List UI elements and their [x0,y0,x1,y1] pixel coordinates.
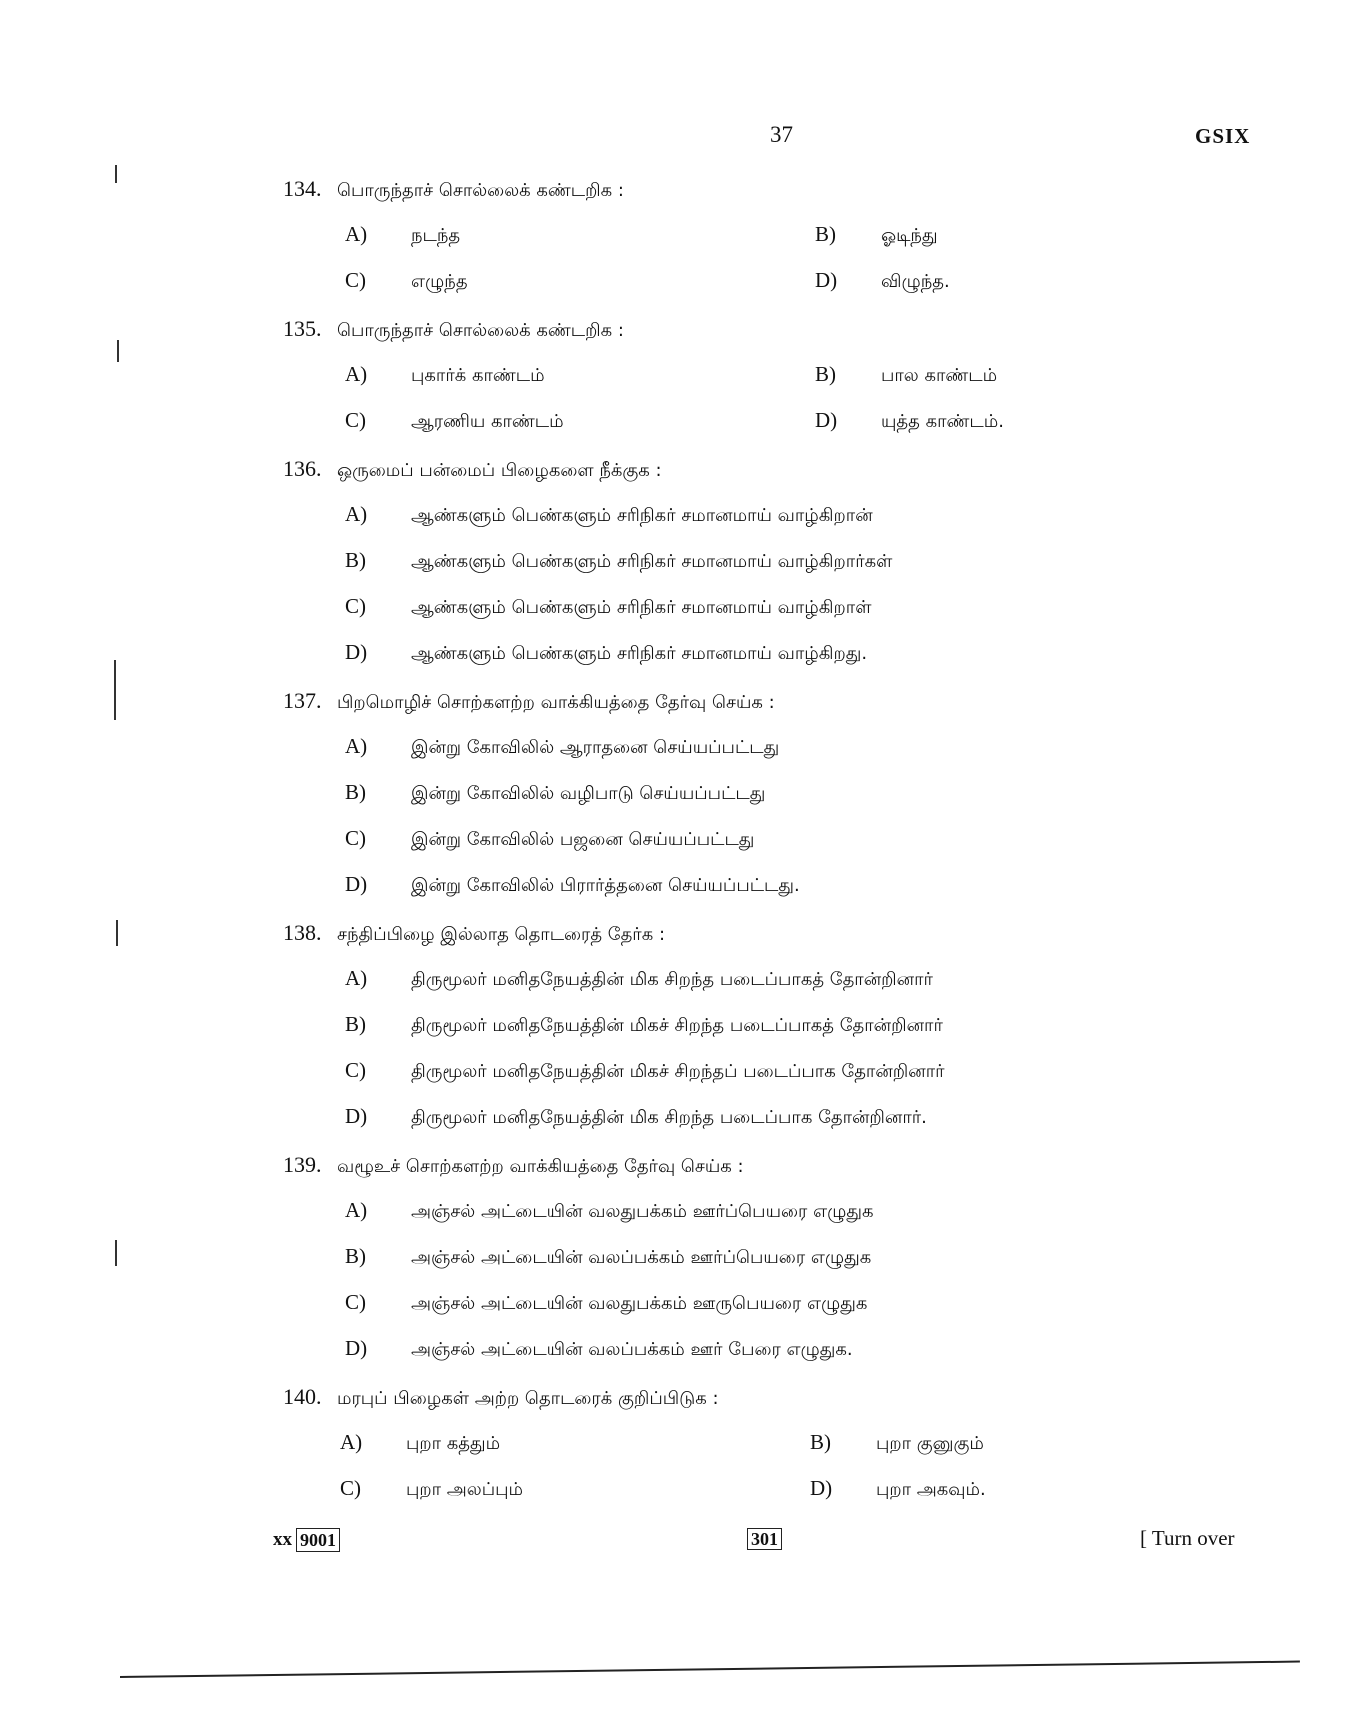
option-letter: D) [345,1104,368,1128]
option-text: புறா அகவும். [876,1479,986,1500]
option-c [345,594,871,620]
option-d [815,268,950,294]
question-135 [283,316,624,343]
option-text: திருமூலர் மனிதநேயத்தின் மிக சிறந்த படைப்பாக தோன்றினார். [411,1107,927,1128]
option-letter: C) [345,826,366,850]
option-b [815,362,997,388]
option-text: விழுந்த. [881,271,950,292]
option-letter: D) [810,1476,833,1500]
question-text: பொருந்தாச் சொல்லைக் கண்டறிக : [337,180,624,201]
option-text: இன்று கோவிலில் வழிபாடு செய்யப்பட்டது [411,783,766,804]
option-text: யுத்த காண்டம். [881,411,1004,432]
option-d [345,640,867,666]
option-b [345,780,765,806]
question-text: பொருந்தாச் சொல்லைக் கண்டறிக : [337,320,624,341]
turn-over-label: [ Turn over [1140,1526,1235,1550]
question-text: சந்திப்பிழை இல்லாத தொடரைத் தேர்க : [337,924,666,945]
question-140 [283,1384,719,1411]
option-d [345,1104,927,1130]
option-d [815,408,1004,434]
option-text: திருமூலர் மனிதநேயத்தின் மிகச் சிறந்த படைப்பாகத் தோன்றினார் [411,1015,943,1036]
option-letter: A) [345,966,368,990]
option-letter: B) [345,780,366,804]
option-letter: D) [345,640,368,664]
option-letter: A) [345,734,368,758]
option-letter: B) [815,362,836,386]
option-c [340,1476,523,1502]
option-text: புகார்க் காண்டம் [411,365,545,386]
option-text: அஞ்சல் அட்டையின் வலப்பக்கம் ஊர்ப்பெயரை எழுதுக [411,1247,872,1268]
margin-mark [116,920,118,946]
option-letter: B) [345,1244,366,1268]
question-134 [283,176,624,203]
option-text: திருமூலர் மனிதநேயத்தின் மிகச் சிறந்தப் படைப்பாக தோன்றினார் [411,1061,945,1082]
option-b [815,222,938,248]
question-137 [283,688,775,715]
booklet-code-group [747,1528,782,1550]
option-text: அஞ்சல் அட்டையின் வலதுபக்கம் ஊருபெயரை எழுதுக [411,1293,868,1314]
scan-edge-line [120,1661,1300,1678]
question-number: 134. [283,176,322,201]
option-a [345,734,779,760]
option-b [345,548,892,574]
question-138 [283,920,665,947]
option-text: ஆண்களும் பெண்களும் சரிநிகர் சமானமாய் வாழ்கிறார்கள் [411,551,893,572]
option-text: ஆண்களும் பெண்களும் சரிநிகர் சமானமாய் வாழ்கிறாள் [411,597,872,618]
option-a [340,1430,500,1456]
margin-mark [117,340,119,362]
paper-code: GSIX [1195,124,1251,148]
option-d [345,872,800,898]
option-d [345,1336,853,1362]
margin-mark [115,165,117,183]
option-text: அஞ்சல் அட்டையின் வலதுபக்கம் ஊர்ப்பெயரை எழுதுக [411,1201,874,1222]
option-text: இன்று கோவிலில் பிரார்த்தனை செய்யப்பட்டது. [411,875,800,896]
option-text: எழுந்த [411,271,468,292]
margin-mark [114,660,116,720]
option-text: இன்று கோவிலில் பஜனை செய்யப்பட்டது [411,829,755,850]
option-a [345,222,460,248]
option-letter: A) [345,222,368,246]
option-c [345,268,468,294]
option-letter: D) [815,268,838,292]
option-letter: C) [345,1290,366,1314]
option-text: ஆண்களும் பெண்களும் சரிநிகர் சமானமாய் வாழ்கிறது. [411,643,868,664]
option-letter: A) [340,1430,363,1454]
option-letter: B) [345,548,366,572]
booklet-code-box: 301 [747,1528,782,1550]
option-c [345,826,754,852]
option-letter: D) [815,408,838,432]
option-a [345,1198,873,1224]
question-text: மரபுப் பிழைகள் அற்ற தொடரைக் குறிப்பிடுக : [337,1388,719,1409]
option-letter: C) [345,1058,366,1082]
option-text: இன்று கோவிலில் ஆராதனை செய்யப்பட்டது [411,737,780,758]
option-letter: D) [345,872,368,896]
question-number: 136. [283,456,322,481]
question-text: ஒருமைப் பன்மைப் பிழைகளை நீக்குக : [337,460,662,481]
option-b [810,1430,984,1456]
option-text: நடந்த [411,225,461,246]
question-number: 139. [283,1152,322,1177]
option-letter: C) [345,268,366,292]
option-letter: B) [815,222,836,246]
option-text: புறா அலப்பும் [406,1479,523,1500]
option-letter: C) [340,1476,361,1500]
option-c [345,1058,945,1084]
option-text: திருமூலர் மனிதநேயத்தின் மிக சிறந்த படைப்பாகத் தோன்றினார் [411,969,933,990]
question-number: 135. [283,316,322,341]
option-d [810,1476,986,1502]
option-letter: D) [345,1336,368,1360]
option-a [345,502,873,528]
question-text: வழூஉச் சொற்களற்ற வாக்கியத்தை தேர்வு செய்க : [337,1156,744,1177]
option-letter: A) [345,1198,368,1222]
option-c [345,408,564,434]
option-letter: B) [345,1012,366,1036]
option-text: புறா கத்தும் [406,1433,501,1454]
question-number: 137. [283,688,322,713]
question-139 [283,1152,744,1179]
option-text: ஆரணிய காண்டம் [411,411,564,432]
series-prefix: xx [273,1529,292,1550]
option-text: புறா குனுகும் [876,1433,984,1454]
question-136 [283,456,662,483]
option-text: ஆண்களும் பெண்களும் சரிநிகர் சமானமாய் வாழ்கிறான் [411,505,873,526]
option-letter: A) [345,502,368,526]
series-code-box: 9001 [296,1528,340,1552]
option-a [345,362,545,388]
option-c [345,1290,867,1316]
option-text: அஞ்சல் அட்டையின் வலப்பக்கம் ஊர் பேரை எழுதுக. [411,1339,853,1360]
question-number: 138. [283,920,322,945]
option-letter: B) [810,1430,831,1454]
option-letter: C) [345,594,366,618]
question-number: 140. [283,1384,322,1409]
series-code-group [273,1528,340,1552]
option-letter: C) [345,408,366,432]
question-text: பிறமொழிச் சொற்களற்ற வாக்கியத்தை தேர்வு செய்க : [337,692,775,713]
option-text: பால காண்டம் [881,365,998,386]
margin-mark [115,1240,117,1266]
option-b [345,1012,943,1038]
option-b [345,1244,871,1270]
option-letter: A) [345,362,368,386]
option-text: ஓடிந்து [881,225,938,246]
page-number: 37 [770,122,793,147]
option-a [345,966,933,992]
